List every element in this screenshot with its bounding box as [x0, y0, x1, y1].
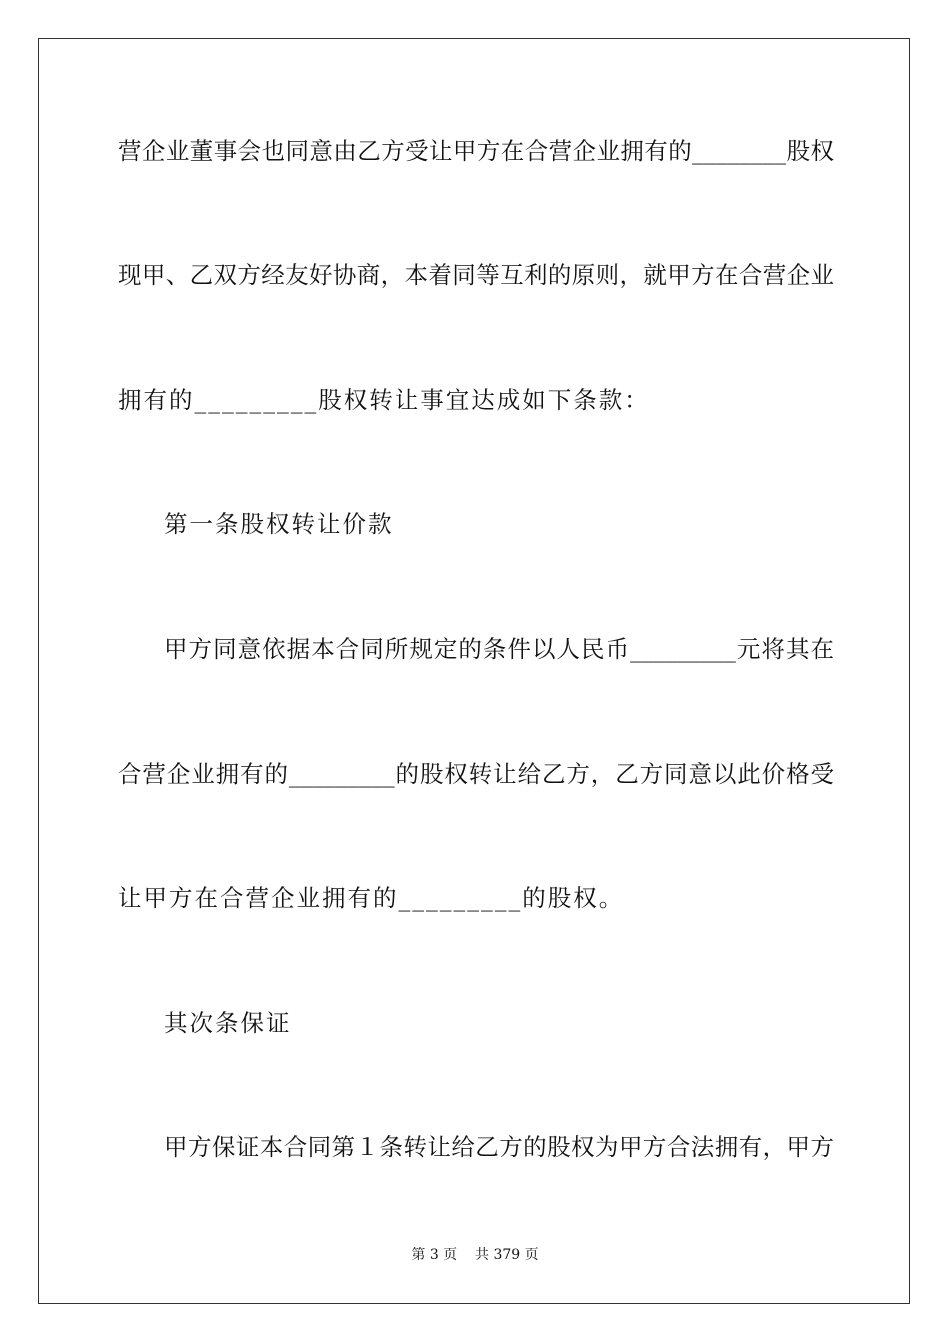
page-total: 共 379 页: [475, 1247, 539, 1263]
body-line-7: 让甲方在合营企业拥有的_________的股权。: [118, 884, 625, 912]
page-number: 第 3 页: [411, 1247, 458, 1263]
body-line-2: 现甲、乙双方经友好协商，本着同等互利的原则，就甲方在合营企业: [118, 261, 834, 289]
body-line-5: 甲方同意依据本合同所规定的条件以人民币_________元将其在: [164, 635, 834, 663]
section-heading-1: 第一条股权转让价款: [164, 510, 394, 538]
body-line-1: 营企业董事会也同意由乙方受让甲方在合营企业拥有的________股权: [118, 137, 834, 165]
page-frame: [38, 38, 910, 1304]
section-heading-2: 其次条保证: [164, 1009, 292, 1037]
body-line-3: 拥有的_________股权转让事宜达成如下条款：: [118, 386, 650, 414]
body-line-9: 甲方保证本合同第１条转让给乙方的股权为甲方合法拥有，甲方: [164, 1133, 834, 1161]
body-line-6: 合营企业拥有的_________的股权转让给乙方，乙方同意以此价格受: [118, 760, 834, 788]
page-footer: [0, 1245, 950, 1265]
